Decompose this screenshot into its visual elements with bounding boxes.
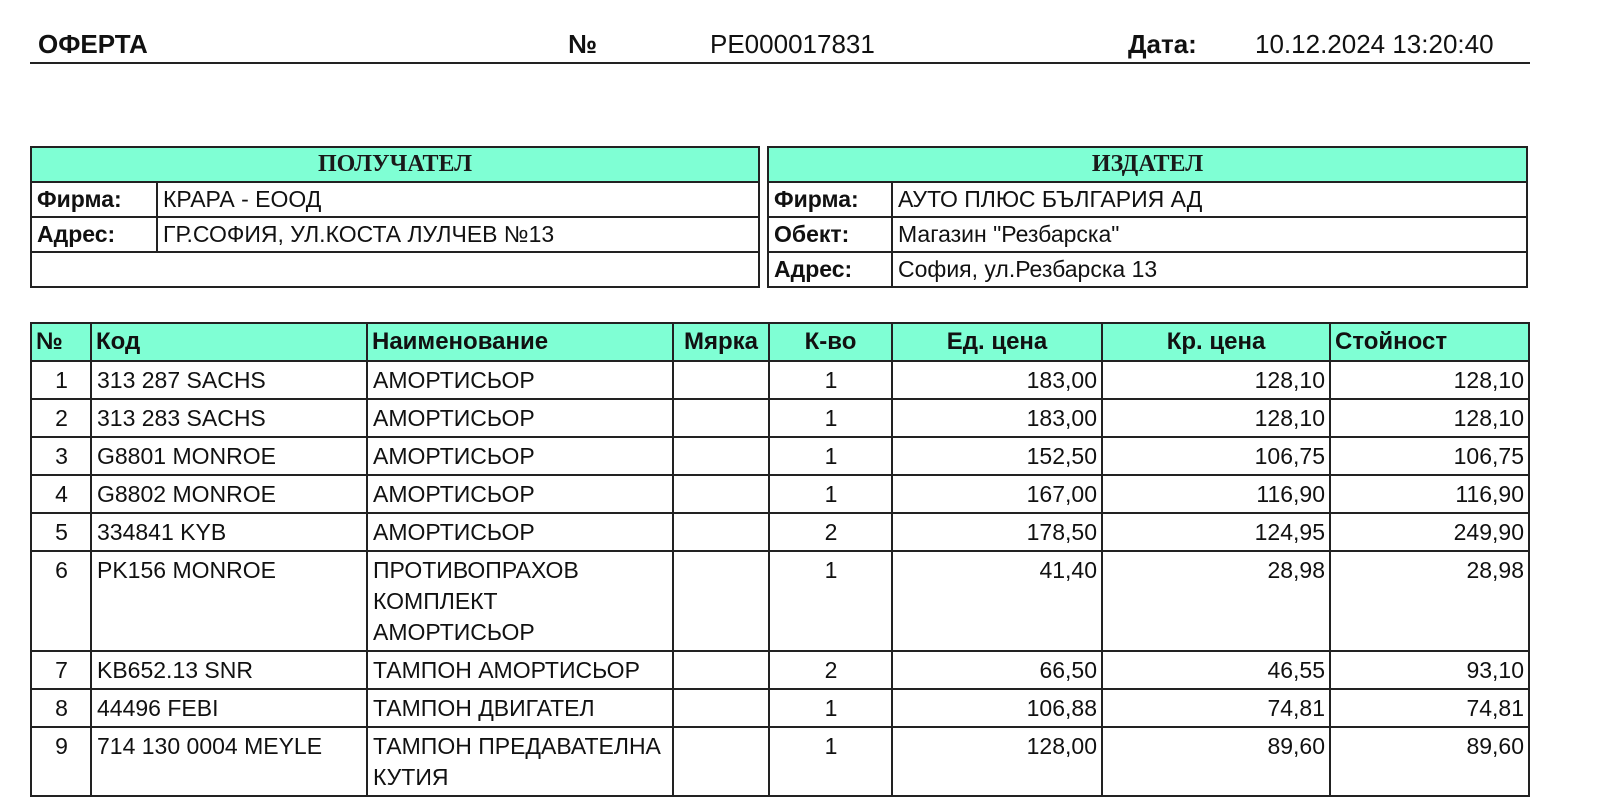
item-code: G8801 MONROE	[91, 437, 367, 475]
item-value: 89,60	[1330, 727, 1529, 796]
item-name-line: АМОРТИСЬОР	[373, 367, 535, 393]
item-qty: 1	[769, 551, 892, 651]
item-qty: 1	[769, 437, 892, 475]
item-name-line: ТАМПОН ДВИГАТЕЛ	[373, 695, 595, 721]
col-header-qty: К-во	[769, 323, 892, 361]
item-no: 3	[31, 437, 91, 475]
item-name	[367, 513, 673, 551]
item-value: 128,10	[1330, 399, 1529, 437]
item-unit-price: 106,88	[892, 689, 1102, 727]
col-header-value: Стойност	[1330, 323, 1529, 361]
item-value: 74,81	[1330, 689, 1529, 727]
items-body	[31, 361, 1529, 796]
item-code: 714 130 0004 MEYLE	[91, 727, 367, 796]
item-value: 249,90	[1330, 513, 1529, 551]
issuer-site-label: Обект:	[768, 217, 892, 252]
item-no: 5	[31, 513, 91, 551]
col-header-no: №	[31, 323, 91, 361]
item-final-price: 106,75	[1102, 437, 1330, 475]
item-unit	[673, 689, 769, 727]
issuer-heading: ИЗДАТЕЛ	[768, 147, 1527, 182]
item-final-price: 28,98	[1102, 551, 1330, 651]
item-code: 313 283 SACHS	[91, 399, 367, 437]
item-name	[367, 551, 673, 651]
item-final-price: 46,55	[1102, 651, 1330, 689]
item-value: 116,90	[1330, 475, 1529, 513]
item-code: G8802 MONROE	[91, 475, 367, 513]
number-label: №	[568, 29, 597, 59]
item-no: 4	[31, 475, 91, 513]
item-unit	[673, 399, 769, 437]
recipient-company: КРАРА - ЕООД	[157, 182, 759, 217]
item-qty: 2	[769, 651, 892, 689]
item-code: PK156 MONROE	[91, 551, 367, 651]
item-final-price: 116,90	[1102, 475, 1330, 513]
item-unit-price: 41,40	[892, 551, 1102, 651]
item-name	[367, 651, 673, 689]
item-code: 334841 KYB	[91, 513, 367, 551]
table-row	[31, 437, 1529, 475]
item-unit-price: 183,00	[892, 399, 1102, 437]
item-no: 2	[31, 399, 91, 437]
document-date: 10.12.2024 13:20:40	[1255, 29, 1494, 59]
table-row	[31, 727, 1529, 796]
table-row	[31, 361, 1529, 399]
item-name-line: АМОРТИСЬОР	[373, 519, 535, 545]
item-final-price: 74,81	[1102, 689, 1330, 727]
recipient-table	[30, 146, 760, 288]
item-value: 28,98	[1330, 551, 1529, 651]
item-qty: 1	[769, 475, 892, 513]
item-unit	[673, 727, 769, 796]
item-no: 9	[31, 727, 91, 796]
table-row	[31, 551, 1529, 651]
document-header	[30, 22, 1530, 64]
item-value: 106,75	[1330, 437, 1529, 475]
col-header-code: Код	[91, 323, 367, 361]
item-value: 128,10	[1330, 361, 1529, 399]
recipient-empty-row	[31, 252, 759, 287]
item-value: 93,10	[1330, 651, 1529, 689]
item-name-line: АМОРТИСЬОР	[373, 481, 535, 507]
item-name	[367, 361, 673, 399]
item-unit-price: 167,00	[892, 475, 1102, 513]
item-name-line: КУТИЯ	[373, 764, 449, 790]
item-no: 6	[31, 551, 91, 651]
issuer-site: Магазин "Резбарска"	[892, 217, 1527, 252]
recipient-company-label: Фирма:	[31, 182, 157, 217]
item-final-price: 128,10	[1102, 399, 1330, 437]
item-name-line: ПРОТИВОПРАХОВ	[373, 557, 579, 583]
item-unit-price: 128,00	[892, 727, 1102, 796]
items-table	[30, 322, 1530, 797]
item-final-price: 124,95	[1102, 513, 1330, 551]
item-final-price: 128,10	[1102, 361, 1330, 399]
item-name	[367, 399, 673, 437]
item-qty: 1	[769, 727, 892, 796]
issuer-company: АУТО ПЛЮС БЪЛГАРИЯ АД	[892, 182, 1527, 217]
item-name-line: АМОРТИСЬОР	[373, 405, 535, 431]
item-unit	[673, 437, 769, 475]
item-unit-price: 178,50	[892, 513, 1102, 551]
item-unit	[673, 513, 769, 551]
recipient-address: ГР.СОФИЯ, УЛ.КОСТА ЛУЛЧЕВ №13	[157, 217, 759, 252]
table-row	[31, 513, 1529, 551]
item-code: 44496 FEBI	[91, 689, 367, 727]
issuer-address-label: Адрес:	[768, 252, 892, 287]
recipient-heading: ПОЛУЧАТЕЛ	[31, 147, 759, 182]
item-no: 1	[31, 361, 91, 399]
table-row	[31, 399, 1529, 437]
document-number: PE000017831	[710, 29, 875, 59]
document-title: ОФЕРТА	[38, 29, 148, 59]
item-qty: 1	[769, 399, 892, 437]
col-header-unit: Мярка	[673, 323, 769, 361]
item-name	[367, 437, 673, 475]
item-no: 8	[31, 689, 91, 727]
table-row	[31, 475, 1529, 513]
date-label: Дата:	[1128, 29, 1197, 59]
issuer-company-label: Фирма:	[768, 182, 892, 217]
item-unit-price: 66,50	[892, 651, 1102, 689]
item-unit	[673, 551, 769, 651]
item-no: 7	[31, 651, 91, 689]
item-qty: 1	[769, 361, 892, 399]
item-unit-price: 152,50	[892, 437, 1102, 475]
recipient-address-label: Адрес:	[31, 217, 157, 252]
item-name-line: АМОРТИСЬОР	[373, 619, 535, 645]
issuer-table	[767, 146, 1528, 288]
table-row	[31, 651, 1529, 689]
item-final-price: 89,60	[1102, 727, 1330, 796]
table-row	[31, 689, 1529, 727]
item-unit-price: 183,00	[892, 361, 1102, 399]
col-header-unit-price: Ед. цена	[892, 323, 1102, 361]
item-unit	[673, 651, 769, 689]
col-header-final-price: Кр. цена	[1102, 323, 1330, 361]
item-qty: 2	[769, 513, 892, 551]
item-name	[367, 689, 673, 727]
item-code: KB652.13 SNR	[91, 651, 367, 689]
issuer-address: София, ул.Резбарска 13	[892, 252, 1527, 287]
item-name-line: КОМПЛЕКТ	[373, 588, 498, 614]
item-code: 313 287 SACHS	[91, 361, 367, 399]
item-unit	[673, 361, 769, 399]
item-qty: 1	[769, 689, 892, 727]
item-unit	[673, 475, 769, 513]
item-name	[367, 727, 673, 796]
item-name	[367, 475, 673, 513]
item-name-line: АМОРТИСЬОР	[373, 443, 535, 469]
items-header-row	[31, 323, 1529, 361]
item-name-line: ТАМПОН ПРЕДАВАТЕЛНА	[373, 733, 661, 759]
item-name-line: ТАМПОН АМОРТИСЬОР	[373, 657, 640, 683]
col-header-name: Наименование	[367, 323, 673, 361]
